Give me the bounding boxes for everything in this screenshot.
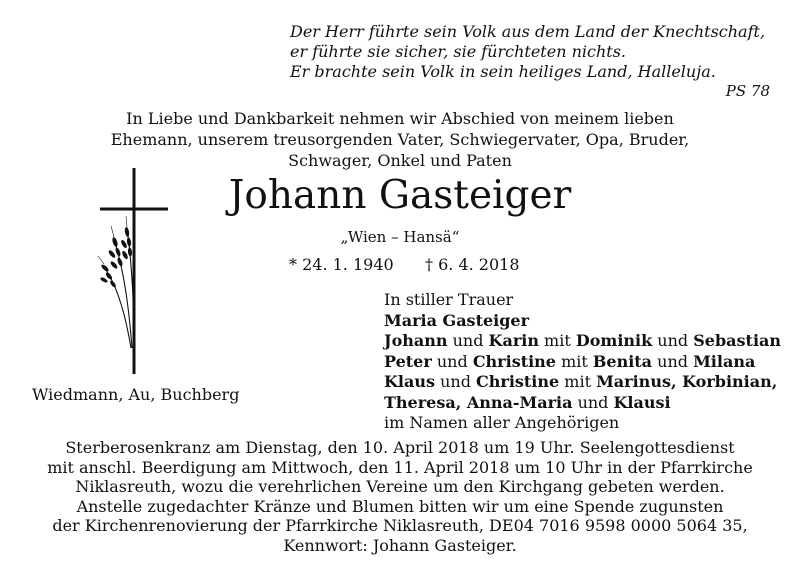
connector-text: und [652,351,694,371]
service-info [0,438,800,555]
mourner-name: Dominik [575,331,653,350]
info-line: Sterberosenkranz am Dienstag, den 10. April 2018 um 19 Uhr. Seelengottesdienst [65,438,735,457]
verse-line: Er brachte sein Volk in sein heiliges Land, Halleluja. [290,62,716,81]
deceased-name: Johann Gasteiger [228,173,572,218]
info-line: mit anschl. Beerdigung am Mittwoch, den 11. April 2018 um 10 Uhr in der Pfarrkirche [47,457,753,477]
mourner-line [384,331,781,352]
mourner-name: Benita [592,351,653,371]
bible-verse [290,22,770,82]
mourner-line [384,393,781,414]
mourner-name: Karin [488,331,539,350]
connector-text: und [435,372,477,391]
info-line: der Kirchenrenovierung der Pfarrkirche Niklasreuth, DE04 7016 9598 0000 5064 35, [52,516,748,535]
mourner-name: Theresa, Anna-Maria [384,392,573,412]
mourner-name: Klaus [384,372,435,391]
connector-text: mit [555,351,593,371]
intro-line: In Liebe und Dankbarkeit nehmen wir Abschied von meinem lieben [126,109,674,128]
mourner-name: Christine [476,372,560,391]
info-line: Niklasreuth, wozu die verehrlichen Vereine um den Kirchgang gebeten werden. [75,477,725,496]
location: Wiedmann, Au, Buchberg [32,385,240,404]
death-date: † 6. 4. 2018 [425,255,520,274]
connector-text: und [447,331,489,350]
info-line: Anstelle zugedachter Kränze und Blumen bitten wir um eine Spende zugunsten [76,496,724,516]
verse-line: Der Herr führte sein Volk aus dem Land der Knechtschaft, [290,22,766,41]
mourners-header: In stiller Trauer [384,290,514,309]
mourner-name: Klausi [613,392,671,412]
intro-line: Schwager, Onkel und Paten [288,151,512,170]
mourner-name: Milana [693,351,756,371]
mourner-name: Maria Gasteiger [384,310,530,330]
mourner-line [384,311,781,332]
mourner-name: Marinus, Korbinian, [596,372,778,391]
verse-reference: PS 78 [725,82,770,100]
intro-line: Ehemann, unserem treusorgenden Vater, Schwiegervater, Opa, Bruder, [110,130,690,149]
verse-line: er führte sie sicher, sie fürchteten nichts. [290,42,626,61]
mourner-line [384,352,781,373]
connector-text: und [431,351,473,371]
mourner-name: Christine [472,351,556,371]
connector-text: mit [538,331,576,350]
birth-date: * 24. 1. 1940 [289,255,394,274]
info-line: Kennwort: Johann Gasteiger. [283,535,517,555]
mourners-footer: im Namen aller Angehörigen [384,413,620,432]
intro-text [0,108,800,171]
cross-with-wheat-icon [98,168,170,376]
connector-text: und [572,392,614,412]
mourner-name: Johann [384,331,448,350]
mourners-block [384,290,781,434]
mourner-name: Peter [384,351,432,371]
connector-text: mit [559,372,597,391]
deceased-nickname: „Wien – Hansä“ [340,228,460,246]
mourner-line [384,372,781,393]
mourner-name: Sebastian [693,331,782,350]
connector-text: und [652,331,694,350]
